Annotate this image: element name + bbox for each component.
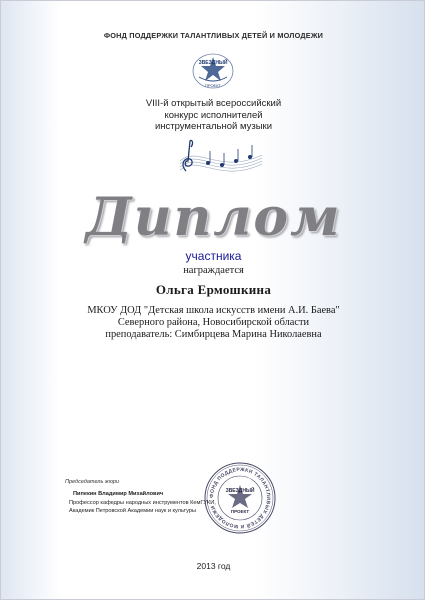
jury-chair-name: Пипекин Владимир Михайлович: [73, 491, 164, 497]
award-year: 2013 год: [196, 561, 231, 571]
jury-chair-title-2: Академик Петровской Академии наук и культуры: [69, 508, 196, 514]
star-project-logo: [191, 51, 235, 91]
school-line-2: Северного района, Новосибирской области: [117, 317, 310, 329]
contest-line-1: VIII-й открытый всероссийский: [145, 98, 282, 109]
foundation-stamp-seal: [203, 461, 277, 535]
logo-text-bottom: ПРОЕКТ: [204, 83, 222, 88]
jury-chair-title-1: Профессор кафедры народных инструментов КемГУКИ,: [69, 499, 216, 506]
stamp-center-bottom: ПРОЕКТ: [230, 509, 250, 514]
music-notes-icon: [176, 135, 266, 177]
school-line-1: МКОУ ДОД "Детская школа искусств имени А.И. Баева": [87, 305, 340, 316]
contest-line-3: инструментальной музыки: [154, 121, 273, 132]
diploma-title: Диплом: [85, 187, 342, 248]
awarded-label: награждается: [183, 265, 244, 276]
contest-line-2: конкурс исполнителей: [164, 109, 263, 121]
school-line-3: преподаватель: Симбирцева Марина Николаевна: [105, 329, 322, 341]
recipient-name: Ольга Ермошкина: [155, 282, 272, 297]
foundation-name: ФОНД ПОДДЕРЖКИ ТАЛАНТЛИВЫХ ДЕТЕЙ И МОЛОДЕЖИ: [103, 31, 324, 40]
school-info: [1, 305, 425, 342]
stamp-center-top: ЗВЕЗДНЫЙ: [225, 488, 255, 494]
jury-chair-label: Председатель жюри: [65, 479, 119, 485]
logo-text-top: ЗВЕЗДНЫЙ: [198, 60, 228, 66]
participant-label: участника: [185, 249, 242, 263]
contest-title: [1, 98, 425, 133]
jury-signature-block: [69, 490, 216, 516]
stamp-ring-text: ФОНД ПОДДЕРЖКИ ТАЛАНТЛИВЫХ ДЕТЕЙ И МОЛОДЕЖИ: [208, 466, 272, 530]
